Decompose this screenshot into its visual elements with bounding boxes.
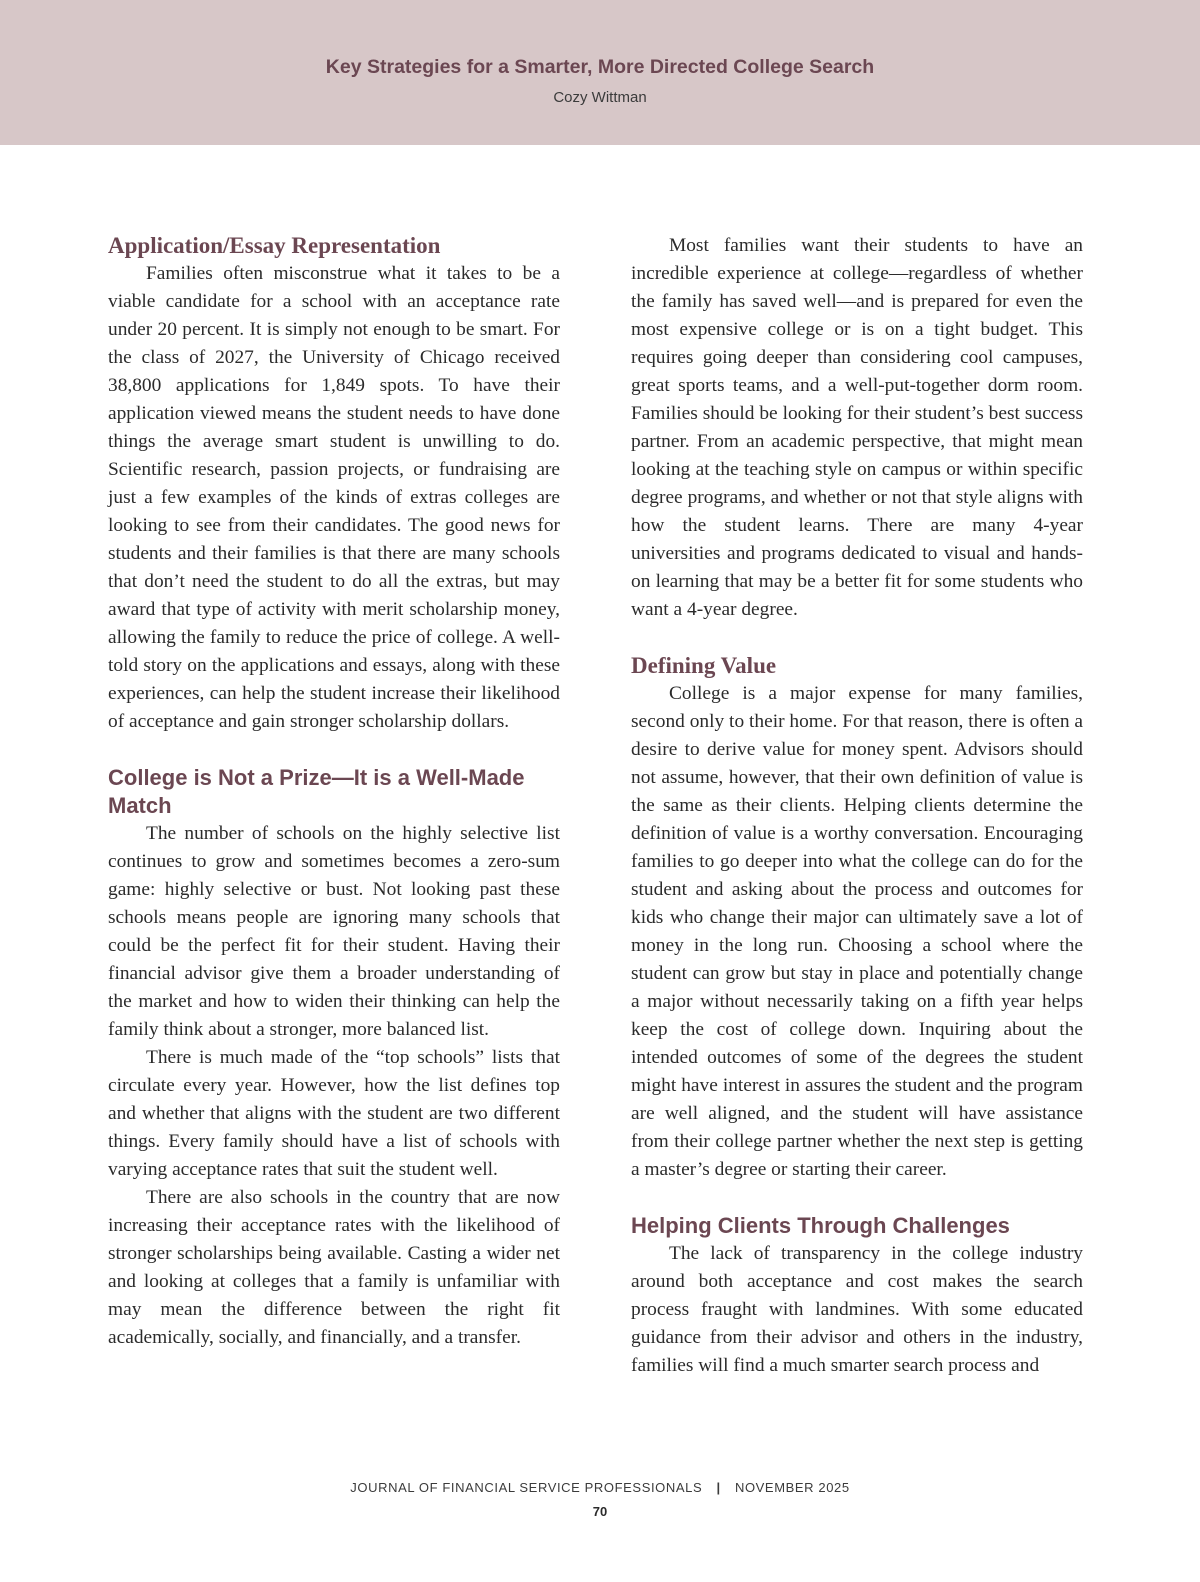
body-paragraph: The lack of transparency in the college industry around both acceptance and cost makes the search process fraught with landmines. With some educated guidance from their advisor and others in the industry, families will find a much smarter search process and: [631, 1243, 1083, 1376]
article-author: Cozy Wittman: [553, 89, 647, 106]
body-paragraph: Families often misconstrue what it takes to be a viable candidate for a school with an acceptance rate under 20 percent. It is simply not enough to be smart. For the class of 2027, the University of Chicago received 38,800 applications for 1,849 spots. To have their application viewed means the student needs to have done things the average smart student is unwilling to do. Scientific research, passion projects, or fundraising are just a few examples of the kinds of extras colleges are looking to see from their candidates. The good news for students and their families is that there are many schools that don’t need the student to do all the extras, but may award that type of activity with merit scholarship money, allowing the family to reduce the price of college. A well-told story on the applications and essays, along with these experiences, can help the student increase their likelihood of acceptance and gain stronger scholarship dollars.: [108, 263, 560, 732]
section-spacer: [631, 1184, 1083, 1212]
body-paragraph: College is a major expense for many families, second only to their home. For that reason, there is often a desire to derive value for money spent. Advisors should not assume, however, that their own definition of value is the same as their clients. Helping clients determine the definition of value is a worthy conversation. Encouraging families to go deeper into what the college can do for the student and asking about the process and outcomes for kids who change their major can ultimately save a lot of money in the long run. Choosing a school where the student can grow but stay in place and potentially change a major without necessarily taking on a fifth year helps keep the cost of college down. Inquiring about the intended outcomes of some of the degrees the student might have interest in assures the student and the program are well aligned, and the student will have assistance from their college partner whether the next step is getting a master’s degree or starting their career.: [631, 683, 1083, 1180]
body-paragraph: There is much made of the “top schools” lists that circulate every year. However, how the list defines top and whether that aligns with the student are two different things. Every family should have a list of schools with varying acceptance rates that suit the student well.: [108, 1047, 560, 1180]
footer-journal-name: JOURNAL OF FINANCIAL SERVICE PROFESSIONALS: [350, 1480, 703, 1495]
body-paragraph: There are also schools in the country that are now increasing their acceptance rates with the likelihood of stronger scholarships being available. Casting a wider net and looking at colleges that a family is unfamiliar with may mean the difference between the right fit academically, socially, and financially, and a transfer.: [108, 1187, 560, 1348]
article-title: Key Strategies for a Smarter, More Directed College Search: [325, 56, 875, 78]
section-spacer: [108, 736, 560, 764]
left-column: [108, 232, 560, 1352]
body-paragraph: The number of schools on the highly selective list continues to grow and sometimes becomes a zero-sum game: highly selective or bust. Not looking past these schools means people are ignoring many schools that could be the perfect fit for their student. Having their financial advisor give them a broader understanding of the market and how to widen their thinking can help the family think about a stronger, more balanced list.: [108, 823, 560, 1040]
section-heading-application-essay: Application/Essay Representation: [108, 233, 441, 258]
footer-issue-date: NOVEMBER 2025: [734, 1480, 850, 1495]
section-spacer: [631, 624, 1083, 652]
body-paragraph: Most families want their students to have an incredible experience at college—regardless of whether the family has saved well—and is prepared for even the most expensive college or is on a tight budget. This requires going deeper than considering cool campuses, great sports teams, and a well-put-together dorm room. Families should be looking for their student’s best success partner. From an academic perspective, that might mean looking at the teaching style on campus or within specific degree programs, and whether or not that style aligns with how the student learns. There are many 4-year universities and programs dedicated to visual and hands-on learning that may be a better fit for some students who want a 4-year degree.: [631, 235, 1083, 620]
footer-separator: |: [716, 1480, 721, 1495]
page-number: 70: [592, 1504, 608, 1519]
section-heading-defining-value: Defining Value: [631, 653, 777, 678]
header-band: [0, 0, 1200, 145]
section-heading-helping-clients: Helping Clients Through Challenges: [631, 1213, 1010, 1238]
section-heading-college-match: College is Not a Prize—It is a Well-Made Match: [108, 765, 525, 818]
footer-journal-line: [0, 1480, 1200, 1495]
right-column: [631, 232, 1083, 1380]
